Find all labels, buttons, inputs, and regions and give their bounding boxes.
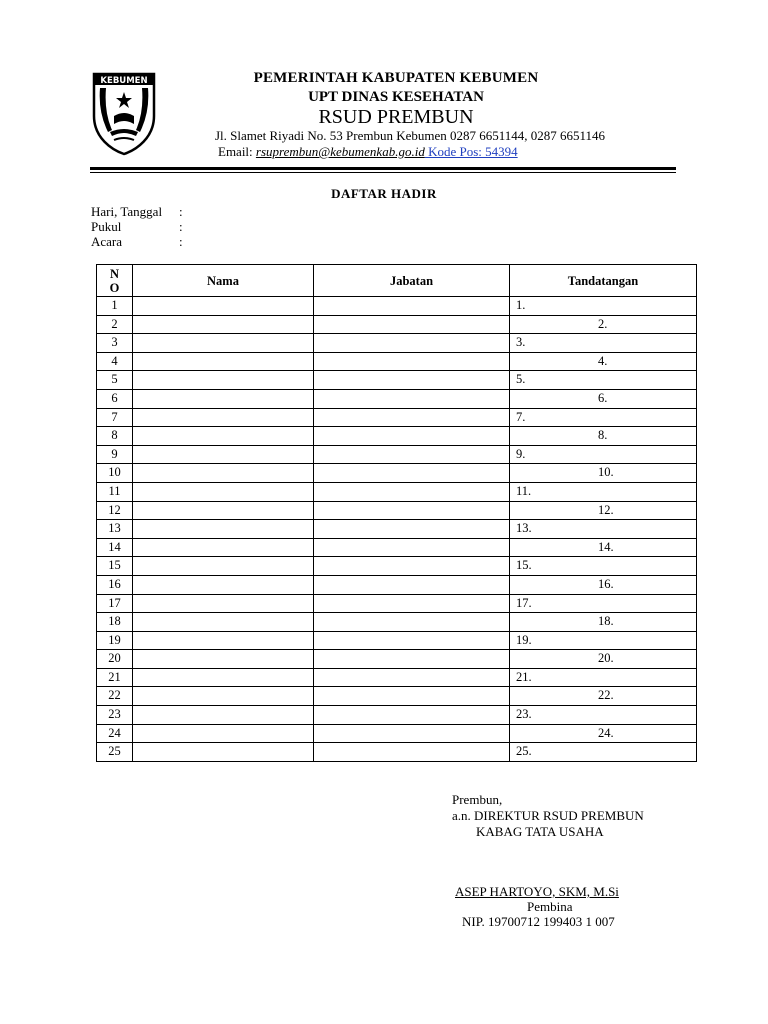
- jabatan-cell[interactable]: [314, 297, 510, 316]
- tandatangan-cell: 3.: [510, 334, 697, 353]
- table-row: [97, 389, 697, 408]
- tandatangan-cell: 14.: [510, 538, 697, 557]
- jabatan-cell[interactable]: [314, 464, 510, 483]
- row-number: 3: [97, 334, 133, 353]
- nama-cell[interactable]: [133, 408, 314, 427]
- jabatan-cell[interactable]: [314, 613, 510, 632]
- nama-cell[interactable]: [133, 613, 314, 632]
- row-number: 22: [97, 687, 133, 706]
- signatory-name: ASEP HARTOYO, SKM, M.Si: [455, 884, 619, 899]
- nama-cell[interactable]: [133, 334, 314, 353]
- table-row: [97, 520, 697, 539]
- row-number: 13: [97, 520, 133, 539]
- nama-cell[interactable]: [133, 389, 314, 408]
- row-number: 19: [97, 631, 133, 650]
- tandatangan-cell: 1.: [510, 297, 697, 316]
- table-row: [97, 408, 697, 427]
- header-no: N O: [97, 265, 133, 297]
- row-number: 14: [97, 538, 133, 557]
- tandatangan-cell: 6.: [510, 389, 697, 408]
- jabatan-cell[interactable]: [314, 352, 510, 371]
- nama-cell[interactable]: [133, 464, 314, 483]
- svg-text:KEBUMEN: KEBUMEN: [100, 76, 148, 86]
- nama-cell[interactable]: [133, 668, 314, 687]
- nama-cell[interactable]: [133, 445, 314, 464]
- table-row: [97, 334, 697, 353]
- attendance-table: [96, 264, 697, 762]
- jabatan-cell[interactable]: [314, 687, 510, 706]
- kode-pos-link[interactable]: Kode Pos: 54394: [424, 144, 518, 159]
- table-row: [97, 724, 697, 743]
- table-row: [97, 743, 697, 762]
- nama-cell[interactable]: [133, 724, 314, 743]
- nama-cell[interactable]: [133, 706, 314, 725]
- row-number: 8: [97, 427, 133, 446]
- table-row: [97, 501, 697, 520]
- nama-cell[interactable]: [133, 687, 314, 706]
- table-row: [97, 706, 697, 725]
- tandatangan-cell: 10.: [510, 464, 697, 483]
- tandatangan-cell: 16.: [510, 575, 697, 594]
- signature-position: KABAG TATA USAHA: [476, 824, 604, 839]
- table-row: [97, 352, 697, 371]
- row-number: 2: [97, 315, 133, 334]
- nama-cell[interactable]: [133, 650, 314, 669]
- tandatangan-cell: 11.: [510, 482, 697, 501]
- header-tandatangan: Tandatangan: [510, 265, 697, 297]
- jabatan-cell[interactable]: [314, 482, 510, 501]
- tandatangan-cell: 4.: [510, 352, 697, 371]
- table-row: [97, 538, 697, 557]
- jabatan-cell[interactable]: [314, 557, 510, 576]
- tandatangan-cell: 9.: [510, 445, 697, 464]
- tandatangan-cell: 12.: [510, 501, 697, 520]
- row-number: 6: [97, 389, 133, 408]
- meta-hari-tanggal: [91, 204, 183, 220]
- row-number: 16: [97, 575, 133, 594]
- jabatan-cell[interactable]: [314, 724, 510, 743]
- table-row: [97, 427, 697, 446]
- tandatangan-cell: 23.: [510, 706, 697, 725]
- table-row: [97, 557, 697, 576]
- meta-label: Hari, Tanggal: [91, 204, 163, 219]
- jabatan-cell[interactable]: [314, 650, 510, 669]
- jabatan-cell[interactable]: [314, 501, 510, 520]
- tandatangan-cell: 2.: [510, 315, 697, 334]
- row-number: 21: [97, 668, 133, 687]
- meta-label: Acara: [91, 234, 123, 249]
- row-number: 11: [97, 482, 133, 501]
- table-row: [97, 668, 697, 687]
- nama-cell[interactable]: [133, 371, 314, 390]
- nama-cell[interactable]: [133, 482, 314, 501]
- email-label: Email:: [218, 144, 256, 159]
- table-row: [97, 687, 697, 706]
- letterhead-rule-thin: [90, 172, 676, 173]
- row-number: 23: [97, 706, 133, 725]
- row-number: 4: [97, 352, 133, 371]
- jabatan-cell[interactable]: [314, 520, 510, 539]
- jabatan-cell[interactable]: [314, 743, 510, 762]
- meta-colon: :: [179, 204, 183, 219]
- tandatangan-cell: 19.: [510, 631, 697, 650]
- jabatan-cell[interactable]: [314, 315, 510, 334]
- tandatangan-cell: 15.: [510, 557, 697, 576]
- row-number: 7: [97, 408, 133, 427]
- jabatan-cell[interactable]: [314, 445, 510, 464]
- tandatangan-cell: 17.: [510, 594, 697, 613]
- signatory-nip: NIP. 19700712 199403 1 007: [462, 914, 615, 929]
- letterhead-hospital: RSUD PREMBUN: [318, 106, 474, 128]
- tandatangan-cell: 24.: [510, 724, 697, 743]
- tandatangan-cell: 7.: [510, 408, 697, 427]
- signature-on-behalf: a.n. DIREKTUR RSUD PREMBUN: [452, 808, 644, 823]
- meta-acara: [91, 234, 183, 250]
- tandatangan-cell: 5.: [510, 371, 697, 390]
- nama-cell[interactable]: [133, 315, 314, 334]
- nama-cell[interactable]: [133, 427, 314, 446]
- meta-pukul: [91, 219, 183, 235]
- row-number: 17: [97, 594, 133, 613]
- header-nama: Nama: [133, 265, 314, 297]
- row-number: 5: [97, 371, 133, 390]
- signatory-rank: Pembina: [527, 899, 573, 914]
- letterhead-department: UPT DINAS KESEHATAN: [308, 89, 484, 105]
- table-row: [97, 445, 697, 464]
- jabatan-cell[interactable]: [314, 631, 510, 650]
- jabatan-cell[interactable]: [314, 538, 510, 557]
- tandatangan-cell: 21.: [510, 668, 697, 687]
- tandatangan-cell: 8.: [510, 427, 697, 446]
- jabatan-cell[interactable]: [314, 706, 510, 725]
- row-number: 24: [97, 724, 133, 743]
- letterhead-government: PEMERINTAH KABUPATEN KEBUMEN: [253, 70, 539, 86]
- nama-cell[interactable]: [133, 575, 314, 594]
- table-row: [97, 594, 697, 613]
- meta-colon: :: [179, 234, 183, 249]
- meta-colon: :: [179, 219, 183, 234]
- nama-cell[interactable]: [133, 297, 314, 316]
- tandatangan-cell: 20.: [510, 650, 697, 669]
- row-number: 12: [97, 501, 133, 520]
- tandatangan-cell: 18.: [510, 613, 697, 632]
- nama-cell[interactable]: [133, 631, 314, 650]
- letterhead-address: Jl. Slamet Riyadi No. 53 Prembun Kebumen 0287 6651144, 0287 6651146: [214, 128, 606, 143]
- tandatangan-cell: 13.: [510, 520, 697, 539]
- row-number: 18: [97, 613, 133, 632]
- letterhead-rule-thick: [90, 167, 676, 170]
- table-row: [97, 613, 697, 632]
- nama-cell[interactable]: [133, 538, 314, 557]
- jabatan-cell[interactable]: [314, 427, 510, 446]
- table-row: [97, 315, 697, 334]
- row-number: 1: [97, 297, 133, 316]
- table-row: [97, 464, 697, 483]
- letterhead-contact: [218, 144, 518, 160]
- nama-cell[interactable]: [133, 501, 314, 520]
- email-link[interactable]: rsuprembun@kebumenkab.go.id: [255, 144, 425, 159]
- row-number: 15: [97, 557, 133, 576]
- table-row: [97, 371, 697, 390]
- nama-cell[interactable]: [133, 743, 314, 762]
- header-jabatan: Jabatan: [314, 265, 510, 297]
- document-title: DAFTAR HADIR: [331, 186, 437, 201]
- tandatangan-cell: 22.: [510, 687, 697, 706]
- jabatan-cell[interactable]: [314, 575, 510, 594]
- jabatan-cell[interactable]: [314, 389, 510, 408]
- nama-cell[interactable]: [133, 594, 314, 613]
- meta-label: Pukul: [91, 219, 122, 234]
- table-row: [97, 482, 697, 501]
- signature-place: Prembun,: [452, 792, 503, 807]
- jabatan-cell[interactable]: [314, 371, 510, 390]
- table-row: [97, 650, 697, 669]
- table-row: [97, 631, 697, 650]
- table-row: [97, 297, 697, 316]
- jabatan-cell[interactable]: [314, 668, 510, 687]
- tandatangan-cell: 25.: [510, 743, 697, 762]
- jabatan-cell[interactable]: [314, 408, 510, 427]
- table-header-row: [97, 265, 697, 297]
- row-number: 10: [97, 464, 133, 483]
- row-number: 20: [97, 650, 133, 669]
- jabatan-cell[interactable]: [314, 334, 510, 353]
- nama-cell[interactable]: [133, 352, 314, 371]
- row-number: 25: [97, 743, 133, 762]
- nama-cell[interactable]: [133, 557, 314, 576]
- jabatan-cell[interactable]: [314, 594, 510, 613]
- nama-cell[interactable]: [133, 520, 314, 539]
- table-row: [97, 575, 697, 594]
- row-number: 9: [97, 445, 133, 464]
